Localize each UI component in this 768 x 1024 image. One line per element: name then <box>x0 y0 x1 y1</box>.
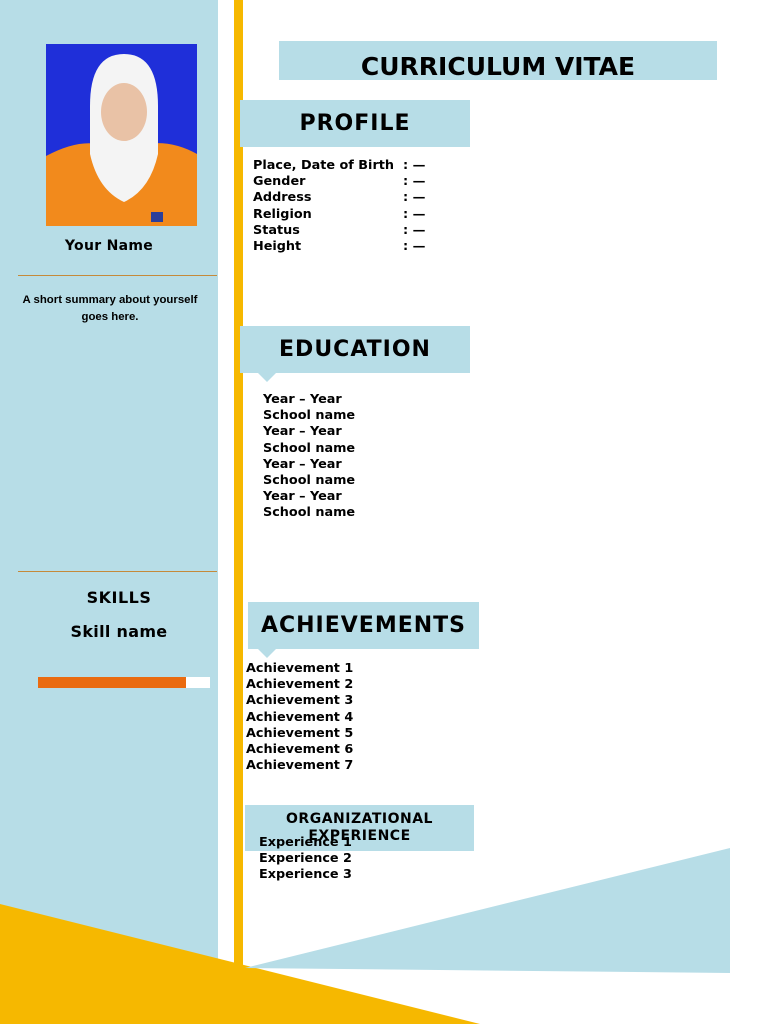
profile-row <box>253 174 723 190</box>
profile-row <box>253 158 723 174</box>
achievements-heading-text: ACHIEVEMENTS <box>260 613 467 638</box>
education-item: Year – Year <box>263 456 342 472</box>
profile-photo <box>46 44 197 226</box>
profile-label: Religion <box>253 206 312 222</box>
profile-label: Gender <box>253 174 306 190</box>
organization-item: Experience 3 <box>259 867 352 883</box>
profile-value: : — <box>403 190 426 206</box>
profile-row <box>253 223 723 239</box>
skill-name: Skill name <box>70 622 168 641</box>
achievement-item: Achievement 4 <box>246 709 354 725</box>
heading-pointer <box>258 649 276 658</box>
skill-level-fill <box>38 677 186 688</box>
profile-label: Status <box>253 222 300 238</box>
education-item: Year – Year <box>263 424 342 440</box>
profile-row <box>253 239 723 255</box>
organization-heading: ORGANIZATIONAL EXPERIENCE <box>245 805 474 851</box>
profile-details <box>253 158 723 264</box>
achievement-item: Achievement 5 <box>246 725 354 741</box>
skill-level-bar <box>38 677 210 688</box>
profile-label: Height <box>253 238 302 254</box>
achievements-heading <box>248 602 479 649</box>
education-heading <box>240 326 470 373</box>
education-item: School name <box>263 408 356 424</box>
profile-value: : — <box>403 238 426 254</box>
profile-row <box>253 207 723 223</box>
organization-item: Experience 1 <box>259 835 352 850</box>
person-name: Your Name <box>64 238 154 254</box>
profile-heading-text: PROFILE <box>299 111 411 136</box>
achievement-item: Achievement 3 <box>246 693 354 709</box>
education-list <box>263 392 355 522</box>
sidebar-divider <box>18 275 217 276</box>
education-item: School name <box>263 440 356 456</box>
achievement-item: Achievement 1 <box>246 661 354 676</box>
profile-heading <box>240 100 470 147</box>
profile-value: : — <box>403 174 426 190</box>
achievement-item: Achievement 7 <box>246 758 354 774</box>
education-item: Year – Year <box>263 392 342 407</box>
profile-row <box>253 190 723 206</box>
education-item: School name <box>263 473 356 489</box>
page-title: CURRICULUM VITAE <box>279 41 717 80</box>
profile-label: Place, Date of Birth <box>253 158 394 173</box>
achievements-list <box>246 661 353 774</box>
education-item: School name <box>263 505 356 521</box>
vertical-accent-bar <box>234 0 243 1024</box>
education-item: Year – Year <box>263 489 342 505</box>
about-text: A short summary about yourself goes here. <box>22 294 198 323</box>
profile-value: : — <box>403 222 426 238</box>
sidebar-divider <box>18 571 217 572</box>
organization-list <box>259 835 352 884</box>
skill-section-title: SKILLS <box>86 588 152 607</box>
profile-value: : — <box>403 206 426 222</box>
organization-item: Experience 2 <box>259 851 352 867</box>
profile-value: : — <box>403 158 426 173</box>
heading-pointer <box>258 373 276 382</box>
achievement-item: Achievement 6 <box>246 742 354 758</box>
education-heading-text: EDUCATION <box>279 337 431 362</box>
achievement-item: Achievement 2 <box>246 677 354 693</box>
profile-label: Address <box>253 190 312 206</box>
